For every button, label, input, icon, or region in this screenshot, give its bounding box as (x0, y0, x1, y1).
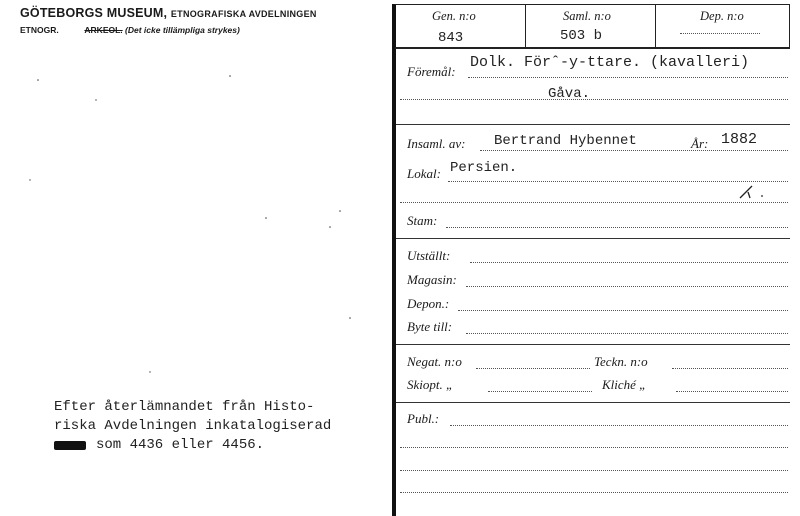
note-line-1: Efter återlämnandet från Histo- (54, 399, 315, 415)
section-rule-1 (396, 124, 790, 125)
publ-label: Publ.: (407, 411, 440, 426)
foremal-label: Föremål: (407, 64, 456, 79)
negat-label: Negat. n:o (407, 354, 462, 369)
insaml-value: Bertrand Hybennet (494, 133, 637, 149)
publ-dotted-line-4 (400, 492, 788, 493)
foremal-dotted-line-2 (400, 99, 788, 100)
section-rule-4 (396, 402, 790, 403)
strike-note: (Det icke tillämpliga strykes) (125, 25, 240, 35)
foremal-value-2: Gåva. (548, 86, 591, 102)
ar-label: År: (691, 136, 709, 151)
stam-dotted-line (446, 227, 788, 228)
utstallt-dotted-line (470, 262, 788, 263)
utstallt-label: Utställt: (407, 248, 451, 263)
magasin-dotted-line (466, 286, 788, 287)
note-line-2: riska Avdelningen inkatalogiserad (54, 418, 332, 434)
ar-value: 1882 (721, 131, 758, 148)
museum-name: GÖTEBORGS MUSEUM, (20, 6, 168, 20)
card-divider (392, 4, 396, 516)
kliche-dotted-line (676, 391, 788, 392)
section-rule-2 (396, 238, 790, 239)
skiopt-label: Skiopt. „ (407, 377, 454, 392)
note-line-3: som 4436 eller 4456. (96, 437, 265, 453)
foremal-value: Dolk. Förˆ‐y‐ttare. (kavalleri) (470, 54, 750, 71)
depon-dotted-line (458, 310, 788, 311)
gen-label: Gen. n:o (432, 9, 476, 23)
dep-dotted-line (680, 33, 760, 34)
negat-dotted-line (476, 368, 590, 369)
magasin-label: Magasin: (407, 272, 457, 287)
dept-code-etnogr: ETNOGR. (20, 25, 59, 35)
teckn-dotted-line (672, 368, 788, 369)
lokal-value: Persien. (450, 160, 518, 176)
kliche-label: Kliché „ (602, 377, 647, 392)
number-box-divider-1 (525, 5, 526, 47)
insaml-dotted-line (480, 150, 788, 151)
saml-value: 503 b (560, 28, 603, 44)
insaml-label: Insaml. av: (407, 136, 466, 151)
pen-mark-icon (736, 182, 770, 202)
lokal-dotted-line-2 (400, 202, 788, 203)
stam-label: Stam: (407, 213, 438, 228)
skiopt-dotted-line (488, 391, 592, 392)
publ-dotted-line-2 (400, 447, 788, 448)
publ-dotted-line-1 (450, 425, 788, 426)
dept-code-arkeol: ARKEOL. (84, 25, 123, 35)
byte-dotted-line (466, 333, 788, 334)
foremal-dotted-line (468, 77, 788, 78)
redaction-mark (54, 441, 86, 450)
department-name: ETNOGRAFISKA AVDELNINGEN (170, 9, 317, 19)
publ-dotted-line-3 (400, 470, 788, 471)
teckn-label: Teckn. n:o (594, 354, 648, 369)
number-box-divider-2 (655, 5, 656, 47)
scan-specks (0, 0, 392, 390)
byte-label: Byte till: (407, 319, 453, 334)
lokal-label: Lokal: (407, 166, 441, 181)
dep-label: Dep. n:o (700, 9, 744, 23)
saml-label: Saml. n:o (563, 9, 611, 23)
depon-label: Depon.: (407, 296, 450, 311)
section-rule-3 (396, 344, 790, 345)
gen-value: 843 (438, 30, 464, 46)
